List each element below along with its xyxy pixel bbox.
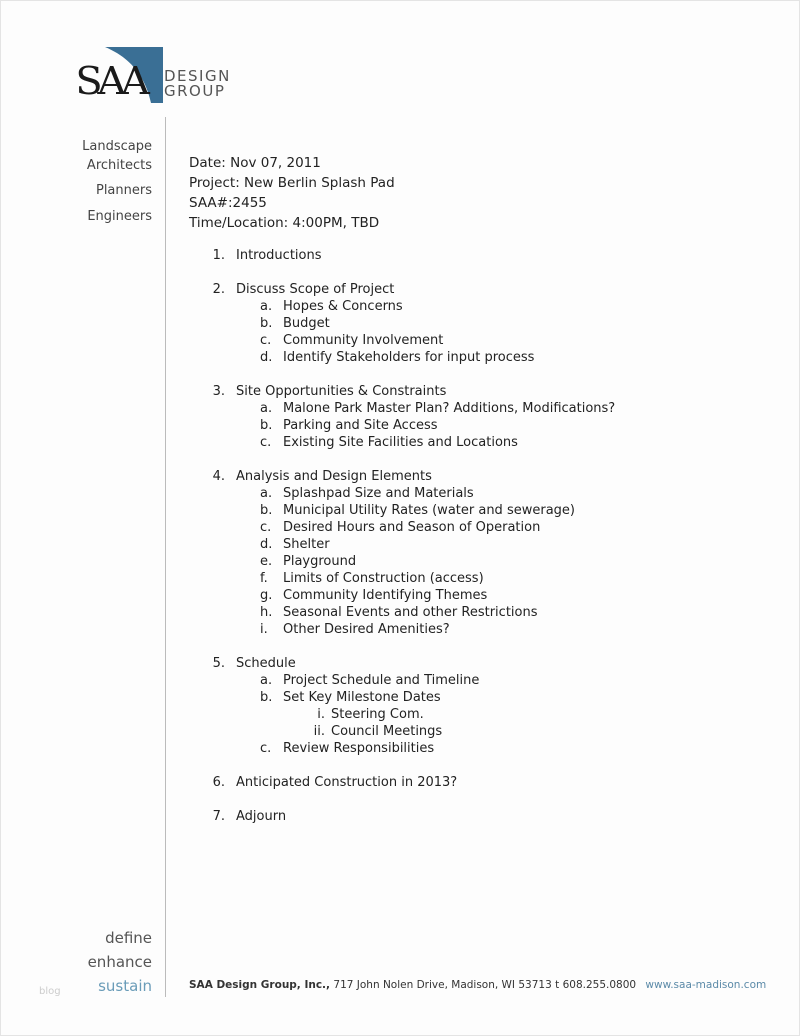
agenda-section [189,808,615,825]
agenda-subitem [189,315,615,332]
item-letter: i. [260,622,268,637]
item-text: Seasonal Events and other Restrictions [283,605,538,620]
agenda-list [189,247,615,842]
item-text: Review Responsibilities [283,741,435,756]
tagline-item: sustain [98,977,152,995]
item-text: Discuss Scope of Project [236,282,395,297]
item-number: 3. [212,384,225,399]
item-number [189,298,283,315]
agenda-item [189,468,615,485]
agenda-subitem [189,604,615,621]
item-text: Project Schedule and Timeline [283,673,480,688]
item-letter: d. [260,350,273,365]
item-letter: a. [260,673,273,688]
item-text: Anticipated Construction in 2013? [236,775,458,790]
item-number [189,621,283,638]
item-letter: b. [260,503,273,518]
item-text: Splashpad Size and Materials [283,486,474,501]
item-letter: c. [260,520,272,535]
agenda-subitem [189,587,615,604]
item-number [189,400,283,417]
item-letter: c. [260,333,272,348]
logo-text [164,69,231,99]
item-number [189,553,283,570]
meeting-header [189,153,395,233]
agenda-subitem [189,553,615,570]
agenda-subsubitem [189,706,615,723]
agenda-subitem [189,672,615,689]
agenda-subitem [189,502,615,519]
item-number: 2. [212,282,225,297]
company-logo [77,45,247,105]
item-text: Hopes & Concerns [283,299,403,314]
agenda-item [189,383,615,400]
tagline [88,926,152,998]
agenda-item [189,247,615,264]
item-text: Shelter [283,537,330,552]
agenda-item [189,808,615,825]
agenda-subitem [189,621,615,638]
item-text: Existing Site Facilities and Locations [283,435,518,450]
meeting-date: Date: Nov 07, 2011 [189,155,321,171]
item-number [189,502,283,519]
item-text: Budget [283,316,330,331]
item-text: Limits of Construction (access) [283,571,484,586]
item-number [189,672,283,689]
service-item: Planners [95,183,152,198]
item-text: Community Involvement [283,333,444,348]
item-text: Playground [283,554,357,569]
item-text: Malone Park Master Plan? Additions, Modifications? [283,401,616,416]
item-letter: e. [260,554,273,569]
item-text: Analysis and Design Elements [236,469,432,484]
meeting-project: Project: New Berlin Splash Pad [189,175,395,191]
agenda-section [189,383,615,451]
agenda-subitem [189,570,615,587]
item-text: Set Key Milestone Dates [283,690,441,705]
tagline-item: define [105,929,152,947]
item-text: Adjourn [236,809,287,824]
footer-phone: t 608.255.0800 [555,979,637,991]
agenda-subitem [189,519,615,536]
meeting-time-location: Time/Location: 4:00PM, TBD [189,215,380,231]
agenda-subitem [189,417,615,434]
item-number: ii. [313,724,325,739]
service-item: Architects [86,157,152,173]
item-letter: h. [260,605,273,620]
agenda-section [189,655,615,757]
item-letter: a. [260,486,273,501]
item-number: 7. [212,809,225,824]
item-text: Introductions [236,248,322,263]
agenda-subitem [189,349,615,366]
watermark: blog [39,986,61,997]
item-text: Site Opportunities & Constraints [236,384,447,399]
agenda-section [189,468,615,638]
agenda-subitem [189,740,615,757]
agenda-item [189,281,615,298]
agenda-subitem [189,332,615,349]
service-item: Landscape [82,139,152,154]
footer-company: SAA Design Group, Inc., [189,979,331,991]
item-number [189,519,283,536]
item-letter: b. [260,690,273,705]
item-number [189,536,283,553]
item-text: Parking and Site Access [283,418,438,433]
agenda-subitem [189,485,615,502]
agenda-section [189,247,615,264]
agenda-subitem [189,298,615,315]
item-text: Schedule [236,656,296,671]
item-letter: g. [260,588,273,603]
agenda-subitem [189,400,615,417]
logo-mark: SAA [75,59,145,103]
item-number [189,332,283,349]
item-text: Steering Com. [331,707,424,722]
agenda-subitem [189,536,615,553]
item-text: Desired Hours and Season of Operation [283,520,541,535]
item-number: 1. [212,248,225,263]
item-text: Community Identifying Themes [283,588,488,603]
item-number [189,485,283,502]
agenda-subitem [189,689,615,706]
item-number: i. [317,707,325,722]
item-text: Identify Stakeholders for input process [283,350,535,365]
services-list [82,134,152,229]
item-number [189,417,283,434]
item-number [189,689,283,706]
footer-website[interactable]: www.saa-madison.com [645,979,767,991]
item-number [189,434,283,451]
item-number [189,570,283,587]
item-text: Municipal Utility Rates (water and sewerage) [283,503,575,518]
item-number [189,349,283,366]
agenda-subsubitem [189,723,615,740]
agenda-item [189,774,615,791]
service-item: Engineers [87,208,152,224]
logo-line1: DESIGN [164,67,231,85]
footer [189,979,766,991]
item-number: 4. [212,469,225,484]
item-letter: d. [260,537,273,552]
item-number [189,587,283,604]
footer-address: 717 John Nolen Drive, Madison, WI 53713 [333,979,552,991]
item-letter: c. [260,741,272,756]
item-number [189,740,283,757]
agenda-section [189,774,615,791]
project-number: SAA#:2455 [189,195,267,211]
agenda-section [189,281,615,366]
item-letter: a. [260,401,273,416]
agenda-item [189,655,615,672]
agenda-subitem [189,434,615,451]
item-number [189,604,283,621]
item-text: Other Desired Amenities? [283,622,450,637]
item-letter: f. [260,571,268,586]
item-letter: b. [260,418,273,433]
item-number: 5. [212,656,225,671]
logo-line2: GROUP [164,82,226,100]
divider-line [165,117,166,997]
item-number: 6. [212,775,225,790]
item-number [189,315,283,332]
item-letter: b. [260,316,273,331]
item-letter: c. [260,435,272,450]
item-letter: a. [260,299,273,314]
tagline-item: enhance [87,953,152,971]
item-text: Council Meetings [331,724,443,739]
